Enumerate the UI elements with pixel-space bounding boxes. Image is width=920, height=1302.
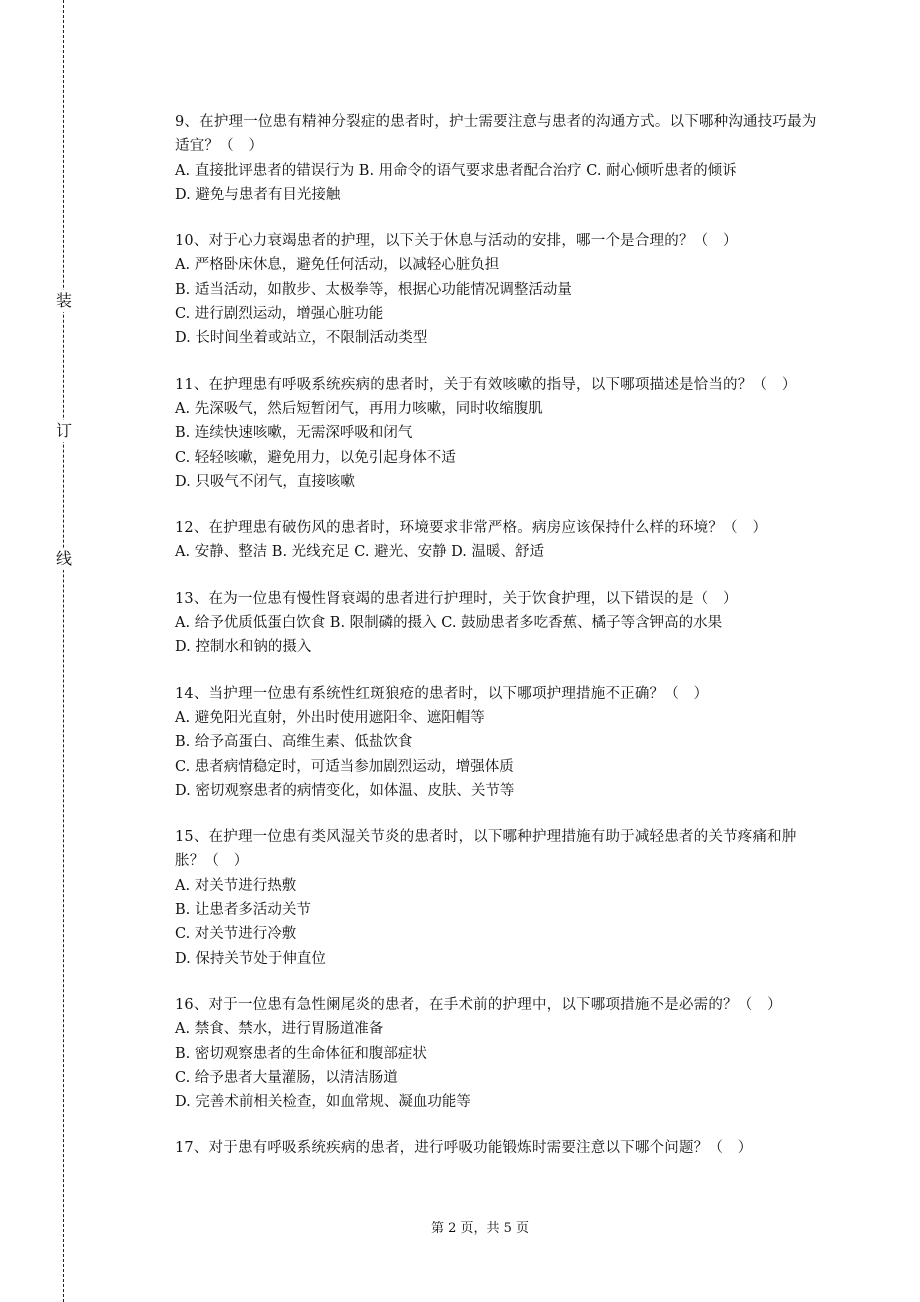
question-block bbox=[175, 110, 825, 207]
question-block bbox=[175, 516, 825, 565]
question-block bbox=[175, 993, 825, 1114]
option-line: A. 安静、整洁 B. 光线充足 C. 避光、安静 D. 温暖、舒适 bbox=[175, 544, 545, 561]
option-line: B. 给予高蛋白、高维生素、低盐饮食 bbox=[175, 734, 413, 751]
option-line: D. 只吸气不闭气，直接咳嗽 bbox=[175, 473, 355, 490]
question-text: 10、对于心力衰竭患者的护理，以下关于休息与活动的安排，哪一个是合理的？（ ） bbox=[175, 233, 738, 250]
option-line: D. 长时间坐着或站立，不限制活动类型 bbox=[175, 330, 428, 347]
option-line: C. 给予患者大量灌肠，以清洁肠道 bbox=[175, 1069, 398, 1086]
binding-char-ding: 订 bbox=[55, 421, 72, 440]
option-line: B. 让患者多活动关节 bbox=[175, 902, 311, 919]
option-line: A. 避免阳光直射，外出时使用遮阳伞、遮阳帽等 bbox=[175, 709, 485, 726]
binding-dashed-line bbox=[63, 0, 64, 1302]
option-line: C. 进行剧烈运动，增强心脏功能 bbox=[175, 306, 384, 323]
question-text: 17、对于患有呼吸系统疾病的患者，进行呼吸功能锻炼时需要注意以下哪个问题？（ ） bbox=[175, 1140, 753, 1157]
option-line: D. 完善术前相关检查，如血常规、凝血功能等 bbox=[175, 1094, 471, 1111]
option-line: C. 对关节进行冷敷 bbox=[175, 926, 297, 943]
question-block bbox=[175, 825, 825, 971]
option-line: D. 避免与患者有目光接触 bbox=[175, 186, 341, 203]
question-text: 13、在为一位患有慢性肾衰竭的患者进行护理时，关于饮食护理，以下错误的是（ ） bbox=[175, 590, 738, 607]
binding-char-zhuang: 装 bbox=[55, 291, 72, 310]
option-line: D. 控制水和钠的摄入 bbox=[175, 639, 312, 656]
question-block bbox=[175, 587, 825, 660]
question-list bbox=[175, 110, 825, 1183]
question-block bbox=[175, 229, 825, 350]
question-text: 15、在护理一位患有类风湿关节炎的患者时，以下哪种护理措施有助于减轻患者的关节疼痛和肿胀？（ ） bbox=[175, 829, 797, 870]
option-line: C. 患者病情稳定时，可适当参加剧烈运动，增强体质 bbox=[175, 758, 514, 775]
option-line: B. 适当活动，如散步、太极拳等，根据心功能情况调整活动量 bbox=[175, 281, 572, 298]
option-line: B. 连续快速咳嗽，无需深呼吸和闭气 bbox=[175, 425, 413, 442]
question-text: 9、在护理一位患有精神分裂症的患者时，护士需要注意与患者的沟通方式。以下哪种沟通技巧最为适宜？（ ） bbox=[175, 114, 817, 155]
question-block bbox=[175, 373, 825, 494]
question-text: 11、在护理患有呼吸系统疾病的患者时，关于有效咳嗽的指导，以下哪项描述是恰当的？（ ） bbox=[175, 376, 797, 393]
option-line: A. 先深吸气，然后短暂闭气，再用力咳嗽，同时收缩腹肌 bbox=[175, 400, 543, 417]
question-text: 12、在护理患有破伤风的患者时，环境要求非常严格。病房应该保持什么样的环境？（ ） bbox=[175, 520, 768, 537]
option-line: A. 严格卧床休息，避免任何活动，以减轻心脏负担 bbox=[175, 257, 500, 274]
question-text: 14、当护理一位患有系统性红斑狼疮的患者时，以下哪项护理措施不正确？（ ） bbox=[175, 685, 709, 702]
option-line: A. 对关节进行热敷 bbox=[175, 877, 297, 894]
option-line: B. 密切观察患者的生命体征和腹部症状 bbox=[175, 1045, 427, 1062]
question-block bbox=[175, 1136, 825, 1160]
option-line: A. 给予优质低蛋白饮食 B. 限制磷的摄入 C. 鼓励患者多吃香蕉、橘子等含钾高的水果 bbox=[175, 615, 723, 632]
binding-char-xian: 线 bbox=[55, 549, 72, 568]
question-text: 16、对于一位患有急性阑尾炎的患者，在手术前的护理中，以下哪项措施不是必需的？（ ） bbox=[175, 996, 782, 1013]
option-line: D. 保持关节处于伸直位 bbox=[175, 950, 326, 967]
option-line: D. 密切观察患者的病情变化，如体温、皮肤、关节等 bbox=[175, 782, 515, 799]
question-block bbox=[175, 682, 825, 803]
option-line: A. 直接批评患者的错误行为 B. 用命令的语气要求患者配合治疗 C. 耐心倾听患者的倾诉 bbox=[175, 162, 737, 179]
option-line: C. 轻轻咳嗽，避免用力，以免引起身体不适 bbox=[175, 449, 456, 466]
option-line: A. 禁食、禁水，进行胃肠道准备 bbox=[175, 1021, 384, 1038]
page-footer: 第 2 页，共 5 页 bbox=[430, 1221, 530, 1236]
